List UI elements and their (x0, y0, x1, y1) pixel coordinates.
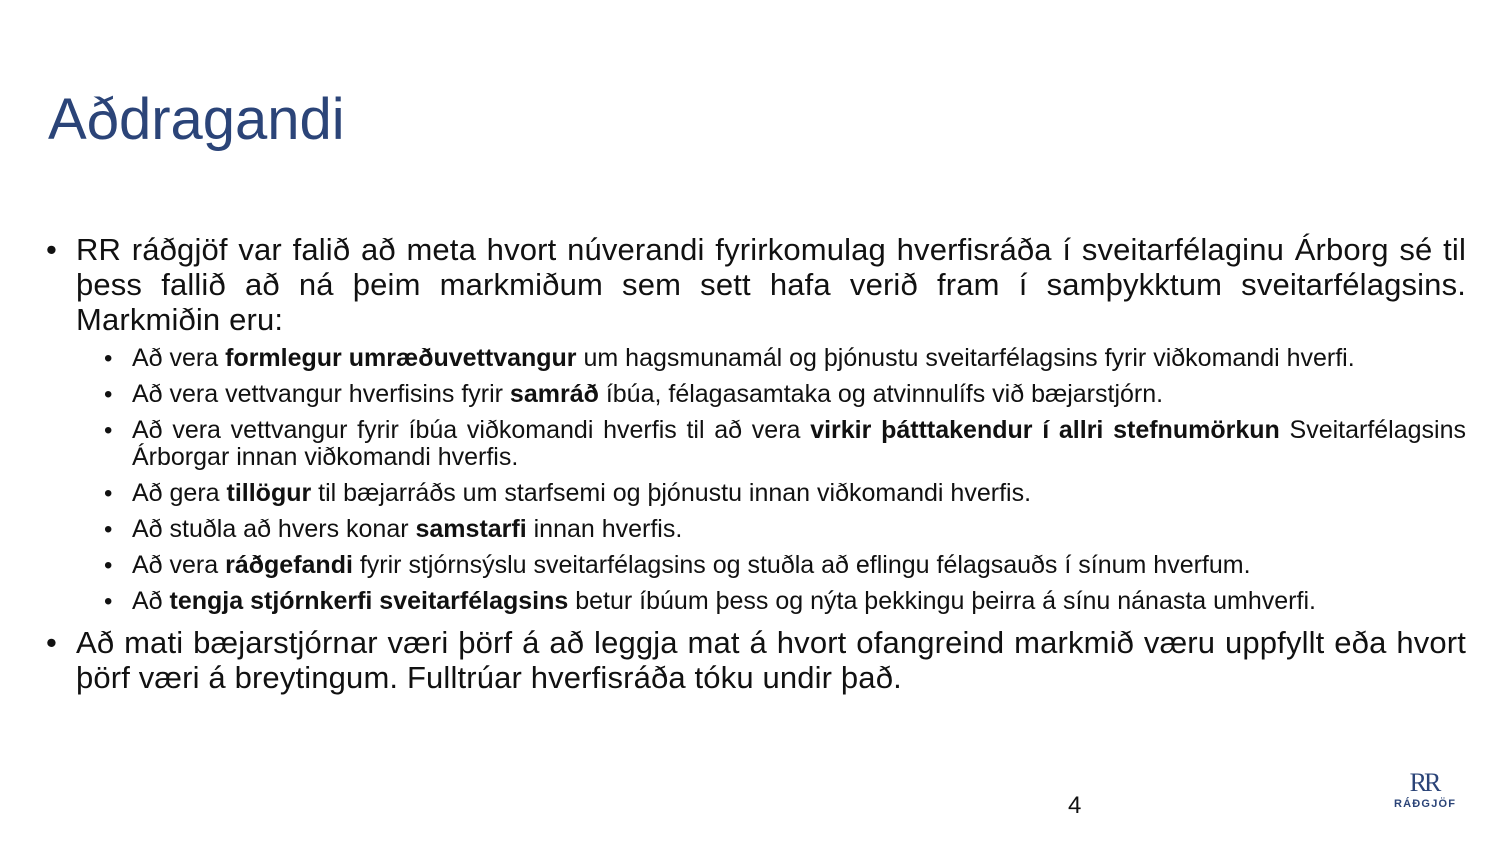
bullet-dot-icon: • (46, 232, 57, 267)
bullet-item (44, 625, 1466, 695)
logo-text: RÁÐGJÖF (1394, 798, 1457, 810)
slide-body (44, 232, 1466, 695)
sub-bullet-item: • Að vera vettvangur fyrir íbúa viðkomandi hverfis til að vera virkir þátttakendur í allri stefnumörkun Sveitarfélagsins Árborgar innan viðkomandi hverfis. (104, 416, 1466, 471)
bullet-dot-icon: • (104, 345, 113, 372)
bullet-dot-icon: • (104, 480, 113, 507)
sub-bullet-item: • Að vera ráðgefandi fyrir stjórnsýslu sveitarfélagsins og stuðla að eflingu félagsauðs í sínum hverfum. (104, 551, 1251, 579)
bullet-item (44, 232, 1466, 615)
bullet-text: RR ráðgjöf var falið að meta hvort núverandi fyrirkomulag hverfisráða í sveitarfélaginu Árborg sé til þess fallið að ná þeim markmiðum sem sett hafa verið fram í samþykktum sveitarfélagsins. Markmiðin eru: (76, 232, 1466, 337)
bullet-dot-icon: • (104, 552, 113, 579)
bullet-dot-icon: • (104, 417, 113, 444)
sub-bullet-item: • Að vera vettvangur hverfisins fyrir samráð íbúa, félagasamtaka og atvinnulífs við bæjarstjórn. (104, 380, 1164, 408)
bullet-dot-icon: • (104, 516, 113, 543)
logo-mark: RR (1409, 768, 1439, 797)
sub-bullet-item: • Að stuðla að hvers konar samstarfi innan hverfis. (104, 515, 683, 543)
page-number: 4 (1068, 792, 1082, 819)
company-logo (1394, 768, 1457, 810)
bullet-list (44, 232, 1466, 695)
sub-bullet-item: • Að gera tillögur til bæjarráðs um starfsemi og þjónustu innan viðkomandi hverfis. (104, 479, 1032, 507)
bullet-dot-icon: • (104, 381, 113, 408)
slide-title: Aðdragandi (48, 87, 345, 152)
bullet-dot-icon: • (104, 588, 113, 615)
sub-bullet-list (76, 345, 1466, 615)
bullet-dot-icon: • (46, 625, 57, 660)
sub-bullet-item: • Að vera formlegur umræðuvettvangur um hagsmunamál og þjónustu sveitarfélagsins fyrir viðkomandi hverfi. (104, 344, 1355, 372)
sub-bullet-item: • Að tengja stjórnkerfi sveitarfélagsins betur íbúum þess og nýta þekkingu þeirra á sínu nánasta umhverfi. (104, 587, 1316, 615)
bullet-text: Að mati bæjarstjórnar væri þörf á að leggja mat á hvort ofangreind markmið væru uppfyllt eða hvort þörf væri á breytingum. Fulltrúar hverfisráða tóku undir það. (76, 625, 1466, 695)
